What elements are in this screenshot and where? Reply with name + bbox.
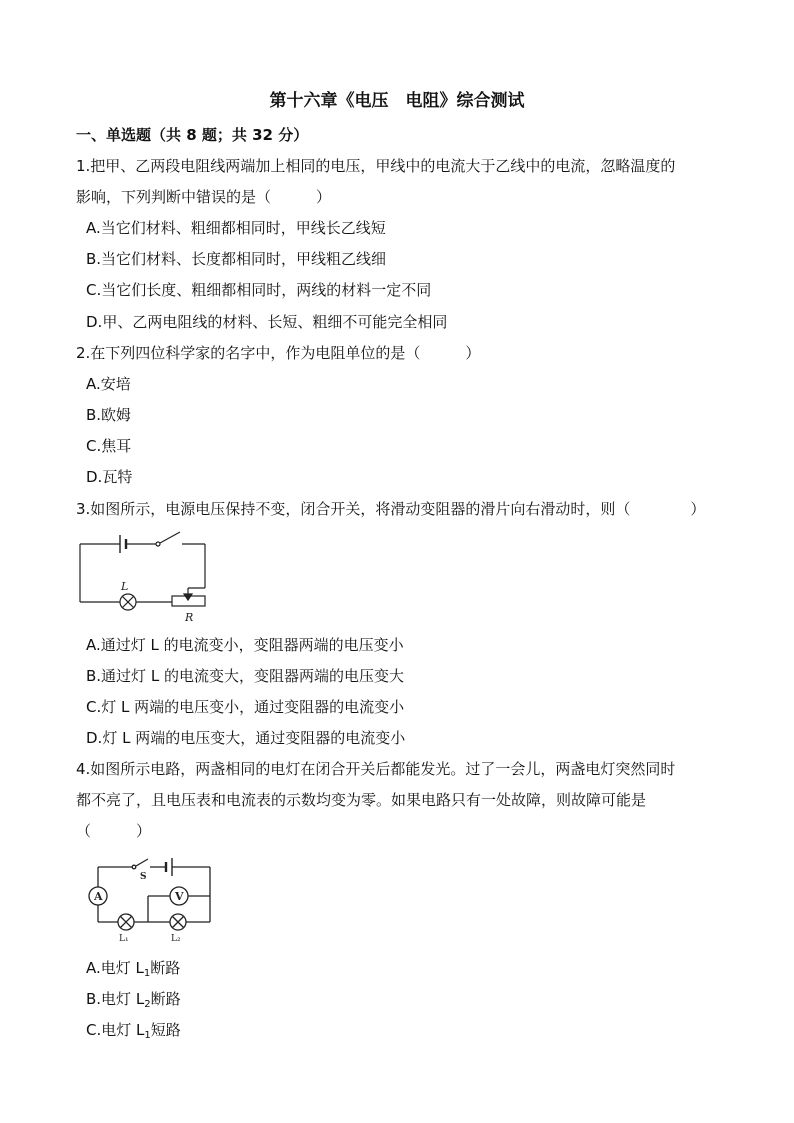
question-4-line-1: 4.如图所示电路，两盏相同的电灯在闭合开关后都能发光。过了一会儿，两盏电灯突然同时 <box>76 760 676 778</box>
lamp2-label: L₂ <box>171 934 181 944</box>
lamp-label-l: L <box>121 580 129 593</box>
question-4-option-b: B.电灯 $L_2$断路 <box>86 990 181 1010</box>
page-title: 第十六章《电压 电阻》综合测试 <box>269 91 525 111</box>
question-1-option-c: C.当它们长度、粗细都相同时，两线的材料一定不同 <box>86 281 432 299</box>
question-3-option-b: B.通过灯 L 的电流变大，变阻器两端的电压变大 <box>86 667 404 685</box>
rheostat-label-r: R <box>185 611 194 624</box>
question-4-line-3: （ ） <box>76 822 152 840</box>
question-2-option-c: C.焦耳 <box>86 437 132 455</box>
ammeter-label-a: A <box>94 890 103 903</box>
question-1-option-b: B.当它们材料、长度都相同时，甲线粗乙线细 <box>86 250 387 268</box>
question-2-option-d: D.瓦特 <box>86 468 133 486</box>
question-3-line-1: 3.如图所示，电源电压保持不变，闭合开关，将滑动变阻器的滑片向右滑动时，则（ ） <box>76 500 706 518</box>
question-1-option-a: A.当它们材料、粗细都相同时，甲线长乙线短 <box>86 219 386 237</box>
question-3-option-c: C.灯 L 两端的电压变小，通过变阻器的电流变小 <box>86 698 405 716</box>
circuit-diagram-q3 <box>76 528 216 624</box>
question-2-line-1: 2.在下列四位科学家的名字中，作为电阻单位的是（ ） <box>76 344 481 362</box>
switch-label-s: S <box>140 872 147 882</box>
voltmeter-label-v: V <box>175 890 184 903</box>
question-4-line-2: 都不亮了，且电压表和电流表的示数均变为零。如果电路只有一处故障，则故障可能是 <box>76 791 647 809</box>
circuit-diagram-q4 <box>84 853 218 945</box>
section-heading: 一、单选题（共 8 题；共 32 分） <box>76 126 309 144</box>
question-2-option-a: A.安培 <box>86 375 131 393</box>
question-3-option-d: D.灯 L 两端的电压变大，通过变阻器的电流变小 <box>86 729 406 747</box>
question-2-option-b: B.欧姆 <box>86 406 132 424</box>
question-4-option-c: C.电灯 $L_1$短路 <box>86 1021 181 1041</box>
question-1-line-2: 影响，下列判断中错误的是（ ） <box>76 188 332 206</box>
lamp1-label: L₁ <box>119 934 129 944</box>
question-4-option-a: A.电灯 $L_1$断路 <box>86 959 181 979</box>
question-3-option-a: A.通过灯 L 的电流变小，变阻器两端的电压变小 <box>86 636 404 654</box>
question-1-option-d: D.甲、乙两电阻线的材料、长短、粗细不可能完全相同 <box>86 313 448 331</box>
question-1-line-1: 1.把甲、乙两段电阻线两端加上相同的电压，甲线中的电流大于乙线中的电流，忽略温度的 <box>76 157 676 175</box>
